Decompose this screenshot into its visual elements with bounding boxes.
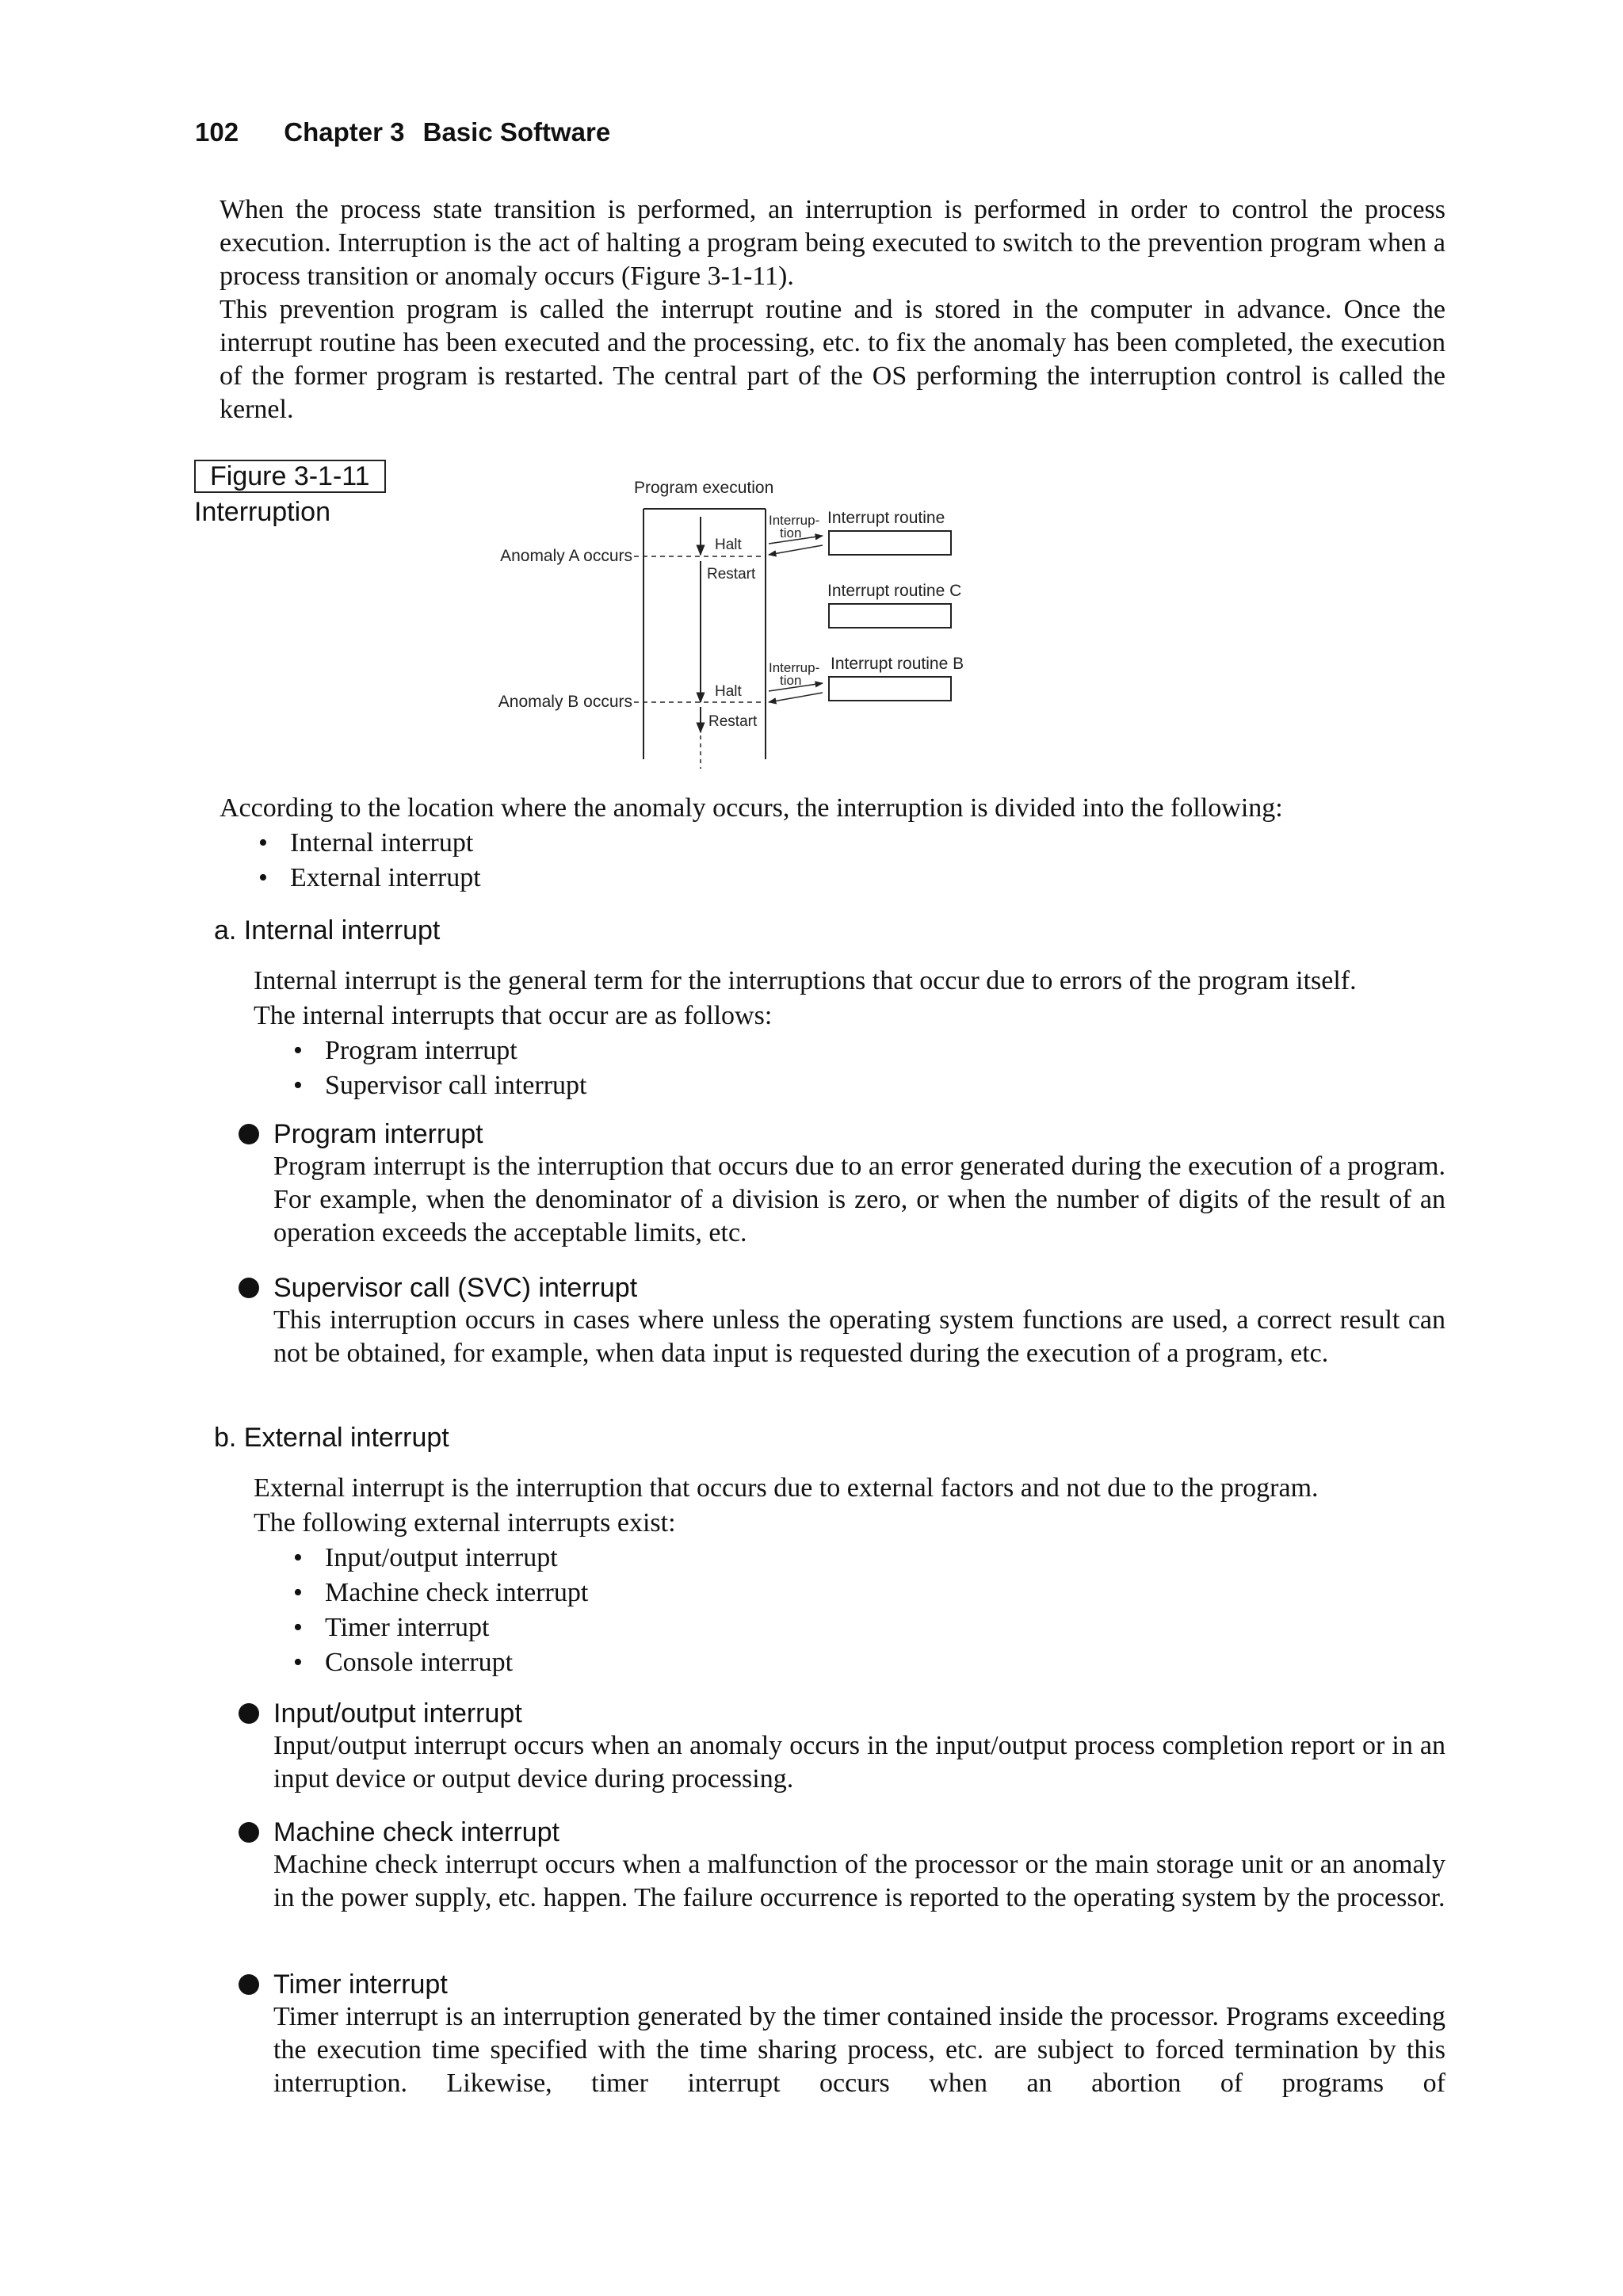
program-execution-label: Program execution xyxy=(634,479,774,497)
bullet-dot xyxy=(239,1703,259,1724)
program-interrupt-text: Program interrupt is the interruption that occurs due to an error generated during the execution of a program. For example, when the denominator of a division is zero, or when the number of digits of the result of an operation exceeds the acceptable limits, etc. xyxy=(273,1152,1445,1247)
interruption-arrow-a-back xyxy=(769,545,823,555)
internal-interrupt-list xyxy=(288,1033,1458,1103)
section-a-intro xyxy=(254,964,1458,1103)
section-b-text-1: External interrupt is the interruption that occurs due to external factors and not due to the program. xyxy=(254,1473,1319,1503)
machine-check-interrupt-title: Machine check interrupt xyxy=(273,1817,559,1847)
interrupt-routine-box xyxy=(829,531,951,555)
section-a-text-1: Internal interrupt is the general term for the interruptions that occur due to errors of the program itself. xyxy=(254,966,1357,995)
bullet-dot xyxy=(239,1822,259,1843)
timer-interrupt-text: Timer interrupt is an interruption generated by the timer contained inside the processor. Programs exceeding the execution time specified with the time sharing process, etc. are subject to forced termination by this interruption. Likewise, timer interrupt occurs when an abortion of programs of xyxy=(273,2002,1445,2098)
classification-list xyxy=(254,826,1456,896)
section-b-intro xyxy=(254,1471,1458,1680)
interruption-label-b-1: Interrup- xyxy=(769,660,820,675)
list-item: • Supervisor call interrupt xyxy=(288,1068,1458,1103)
interrupt-routine-c-label: Interrupt routine C xyxy=(827,582,962,600)
restart-label-a: Restart xyxy=(707,566,756,583)
interrupt-routine-b-label: Interrupt routine B xyxy=(831,655,964,673)
external-interrupt-list xyxy=(288,1541,1458,1680)
list-item: • Console interrupt xyxy=(288,1645,1458,1680)
svc-interrupt-text: This interruption occurs in cases where unless the operating system functions are used, a correct result can not be obtained, for example, when data input is requested during the execution of a program, etc. xyxy=(273,1305,1445,1368)
interruption-label-a-2: tion xyxy=(780,525,802,541)
halt-label-a: Halt xyxy=(715,537,742,553)
interrupt-routine-c-box xyxy=(829,604,951,628)
io-interrupt-text: Input/output interrupt occurs when an anomaly occurs in the input/output process completion report or in an input device or output device during processing. xyxy=(273,1731,1445,1794)
intro-paragraph-1: When the process state transition is performed, an interruption is performed in order to control the process execution. Interruption is the act of halting a program being executed to switch to the prevention program when a process transition or anomaly occurs (Figure 3-1-11). xyxy=(220,195,1445,291)
bullet-dot xyxy=(239,1974,259,1995)
bullet-dot xyxy=(239,1278,259,1298)
page-number: 102 xyxy=(195,117,239,147)
figure-title: Interruption xyxy=(194,497,330,527)
interrupt-routine-b-box xyxy=(829,677,951,701)
halt-label-b: Halt xyxy=(715,683,742,700)
list-item: • Timer interrupt xyxy=(288,1610,1458,1645)
section-a-text-2: The internal interrupts that occur are as follows: xyxy=(254,1001,773,1030)
program-interrupt-title: Program interrupt xyxy=(273,1119,483,1149)
svc-interrupt-title: Supervisor call (SVC) interrupt xyxy=(273,1273,638,1303)
interruption-diagram xyxy=(475,472,983,769)
chapter-label: Chapter 3 xyxy=(284,117,405,147)
section-b-text-2: The following external interrupts exist: xyxy=(254,1508,676,1538)
section-b-heading: b. External interrupt xyxy=(214,1423,449,1453)
list-item: • Machine check interrupt xyxy=(288,1576,1458,1610)
list-item: • External interrupt xyxy=(254,861,1456,896)
anomaly-b-label: Anomaly B occurs xyxy=(498,693,632,711)
io-interrupt-title: Input/output interrupt xyxy=(273,1698,522,1729)
list-item: • Program interrupt xyxy=(288,1033,1458,1068)
anomaly-a-label: Anomaly A occurs xyxy=(500,547,632,565)
classification-lead: According to the location where the anomaly occurs, the interruption is divided into the following: xyxy=(220,793,1283,823)
list-item: • Internal interrupt xyxy=(254,826,1456,861)
bullet-dot xyxy=(239,1124,259,1144)
page-header xyxy=(195,117,610,147)
machine-check-interrupt-text: Machine check interrupt occurs when a malfunction of the processor or the main storage unit or an anomaly in the power supply, etc. happen. The failure occurrence is reported to the operating system by the processor. xyxy=(273,1850,1445,1912)
figure-number: Figure 3-1-11 xyxy=(194,460,386,493)
interruption-arrow-b-back xyxy=(769,693,823,702)
intro-paragraph-2: This prevention program is called the interrupt routine and is stored in the computer in advance. Once the interrupt routine has been executed and the processing, etc. to fix the anomaly has been completed, the execution of the former program is restarted. The central part of the OS performing the interruption control is called the kernel. xyxy=(220,295,1445,424)
timer-interrupt-title: Timer interrupt xyxy=(273,1969,448,2000)
restart-label-b: Restart xyxy=(708,713,758,730)
list-item: • Input/output interrupt xyxy=(288,1541,1458,1576)
interruption-label-a-1: Interrup- xyxy=(769,513,820,528)
chapter-title: Basic Software xyxy=(422,117,611,147)
classification-section xyxy=(220,791,1456,896)
section-a-heading: a. Internal interrupt xyxy=(214,915,441,946)
interrupt-routine-label: Interrupt routine xyxy=(827,509,945,527)
interruption-label-b-2: tion xyxy=(780,673,802,688)
figure-caption xyxy=(194,460,386,528)
